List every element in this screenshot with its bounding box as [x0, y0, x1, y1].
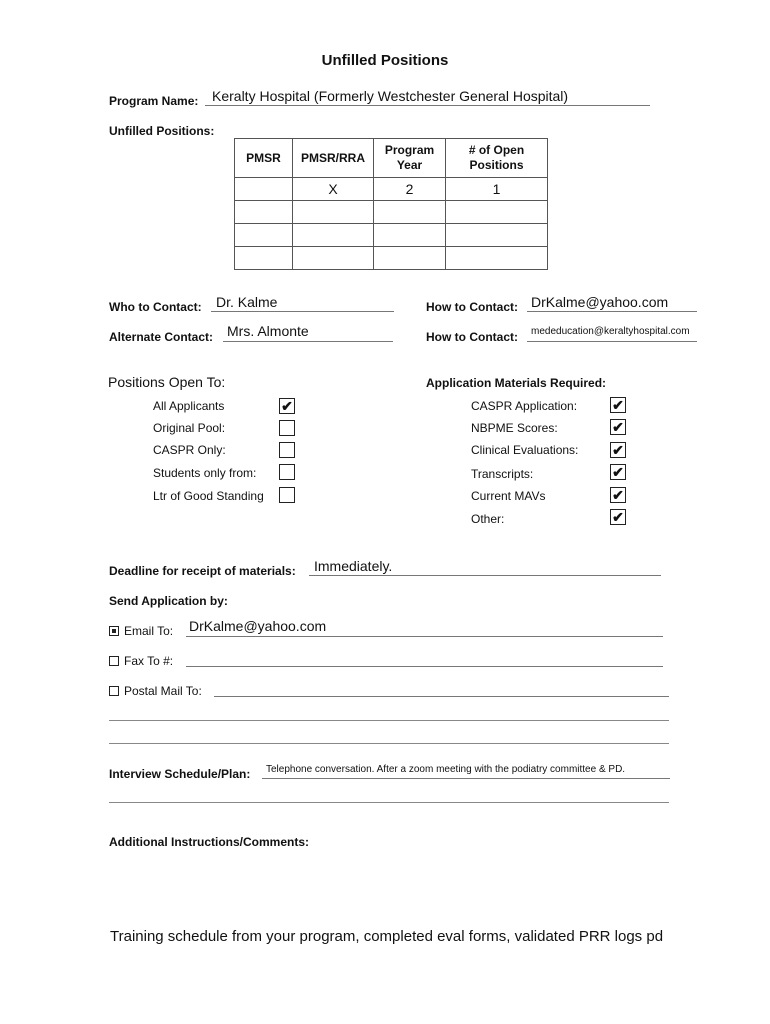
option-label: Ltr of Good Standing: [153, 489, 264, 503]
checkbox-current-mavs[interactable]: ✔: [610, 487, 626, 503]
positions-table: [234, 138, 548, 270]
fax-label: Fax To #:: [124, 654, 174, 668]
deadline-value[interactable]: Immediately.: [314, 558, 393, 574]
page-title: Unfilled Positions: [321, 52, 449, 69]
deadline-label: Deadline for receipt of materials:: [109, 564, 296, 578]
table-cell[interactable]: [446, 201, 548, 224]
interview-label: Interview Schedule/Plan:: [109, 767, 251, 781]
table-row: [235, 224, 548, 247]
alternate-contact-line: [223, 341, 393, 342]
checkbox-other[interactable]: ✔: [610, 509, 626, 525]
fax-checkbox-icon: [109, 656, 119, 666]
option-label: Original Pool:: [153, 421, 226, 435]
how-to-contact-label: How to Contact:: [426, 300, 518, 314]
postal-mail-line[interactable]: [214, 696, 669, 697]
material-label: Transcripts:: [471, 467, 534, 481]
table-cell[interactable]: [293, 247, 374, 270]
checkbox-transcripts[interactable]: ✔: [610, 464, 626, 480]
table-cell[interactable]: [374, 224, 446, 247]
option-label: Students only from:: [153, 466, 257, 480]
table-cell[interactable]: [235, 224, 293, 247]
table-cell[interactable]: [235, 247, 293, 270]
material-label: Current MAVs: [471, 489, 546, 503]
postal-mail-label: Postal Mail To:: [124, 684, 202, 698]
table-cell[interactable]: [235, 201, 293, 224]
table-row: [235, 178, 548, 201]
program-name-label: Program Name:: [109, 94, 199, 108]
checkbox-all-applicants[interactable]: ✔: [279, 398, 295, 414]
table-cell[interactable]: [374, 247, 446, 270]
col-header-pmsr: PMSR: [235, 139, 293, 178]
postal-mail-line-3[interactable]: [109, 743, 669, 744]
postal-checkbox-icon: [109, 686, 119, 696]
material-label: Other:: [471, 512, 505, 526]
material-label: NBPME Scores:: [471, 421, 558, 435]
table-cell[interactable]: [446, 224, 548, 247]
interview-line: [262, 778, 670, 779]
checkbox-nbpme-scores[interactable]: ✔: [610, 419, 626, 435]
positions-open-heading: Positions Open To:: [108, 374, 226, 390]
who-to-contact-value[interactable]: Dr. Kalme: [216, 294, 278, 310]
deadline-line: [309, 575, 661, 576]
interview-line-2[interactable]: [109, 802, 669, 803]
checkbox-clinical-evaluations[interactable]: ✔: [610, 442, 626, 458]
email-line: [186, 636, 663, 637]
postal-mail-line-2[interactable]: [109, 720, 669, 721]
fax-option[interactable]: [109, 654, 173, 668]
table-cell[interactable]: X: [293, 178, 374, 201]
material-label: Clinical Evaluations:: [471, 443, 579, 457]
material-label: CASPR Application:: [471, 399, 578, 413]
fax-line[interactable]: [186, 666, 663, 667]
program-name-value[interactable]: Keralty Hospital (Formerly Westchester General Hospital): [212, 88, 569, 104]
email-checkbox-icon: [109, 626, 119, 636]
col-header-program-year: Program Year: [374, 139, 446, 178]
table-row: [235, 247, 548, 270]
table-cell[interactable]: [293, 201, 374, 224]
who-to-contact-label: Who to Contact:: [109, 300, 202, 314]
col-header-pmsr-rra: PMSR/RRA: [293, 139, 374, 178]
email-label: Email To:: [124, 624, 174, 638]
how-to-contact-2-label: How to Contact:: [426, 330, 518, 344]
table-cell[interactable]: 2: [374, 178, 446, 201]
materials-heading: Application Materials Required:: [426, 376, 607, 390]
table-cell[interactable]: [446, 247, 548, 270]
how-to-contact-2-line: [527, 341, 697, 342]
how-to-contact-2-value[interactable]: mededucation@keraltyhospital.com: [531, 326, 690, 337]
program-name-line: [205, 105, 650, 106]
interview-value[interactable]: Telephone conversation. After a zoom meeting with the podiatry committee & PD.: [266, 764, 626, 775]
how-to-contact-value[interactable]: DrKalme@yahoo.com: [531, 294, 669, 310]
option-label: CASPR Only:: [153, 443, 226, 457]
who-to-contact-line: [211, 311, 394, 312]
table-cell[interactable]: [374, 201, 446, 224]
checkbox-students-only-from[interactable]: [279, 464, 295, 480]
checkbox-original-pool[interactable]: [279, 420, 295, 436]
alternate-contact-label: Alternate Contact:: [109, 330, 214, 344]
alternate-contact-value[interactable]: Mrs. Almonte: [227, 323, 309, 339]
table-cell[interactable]: [293, 224, 374, 247]
checkbox-caspr-only[interactable]: [279, 442, 295, 458]
send-application-label: Send Application by:: [109, 594, 228, 608]
checkbox-ltr-good-standing[interactable]: [279, 487, 295, 503]
unfilled-positions-label: Unfilled Positions:: [109, 124, 215, 138]
postal-mail-option[interactable]: [109, 684, 202, 698]
checkbox-caspr-application[interactable]: ✔: [610, 397, 626, 413]
table-row: [235, 201, 548, 224]
col-header-open-positions: # of Open Positions: [446, 139, 548, 178]
additional-comments-label: Additional Instructions/Comments:: [109, 835, 310, 849]
table-cell[interactable]: [235, 178, 293, 201]
how-to-contact-line: [527, 311, 697, 312]
table-cell[interactable]: 1: [446, 178, 548, 201]
email-value[interactable]: DrKalme@yahoo.com: [189, 618, 327, 634]
additional-comments-value[interactable]: Training schedule from your program, completed eval forms, validated PRR logs pd: [110, 928, 664, 945]
option-label: All Applicants: [153, 399, 225, 413]
email-option[interactable]: [109, 624, 173, 638]
